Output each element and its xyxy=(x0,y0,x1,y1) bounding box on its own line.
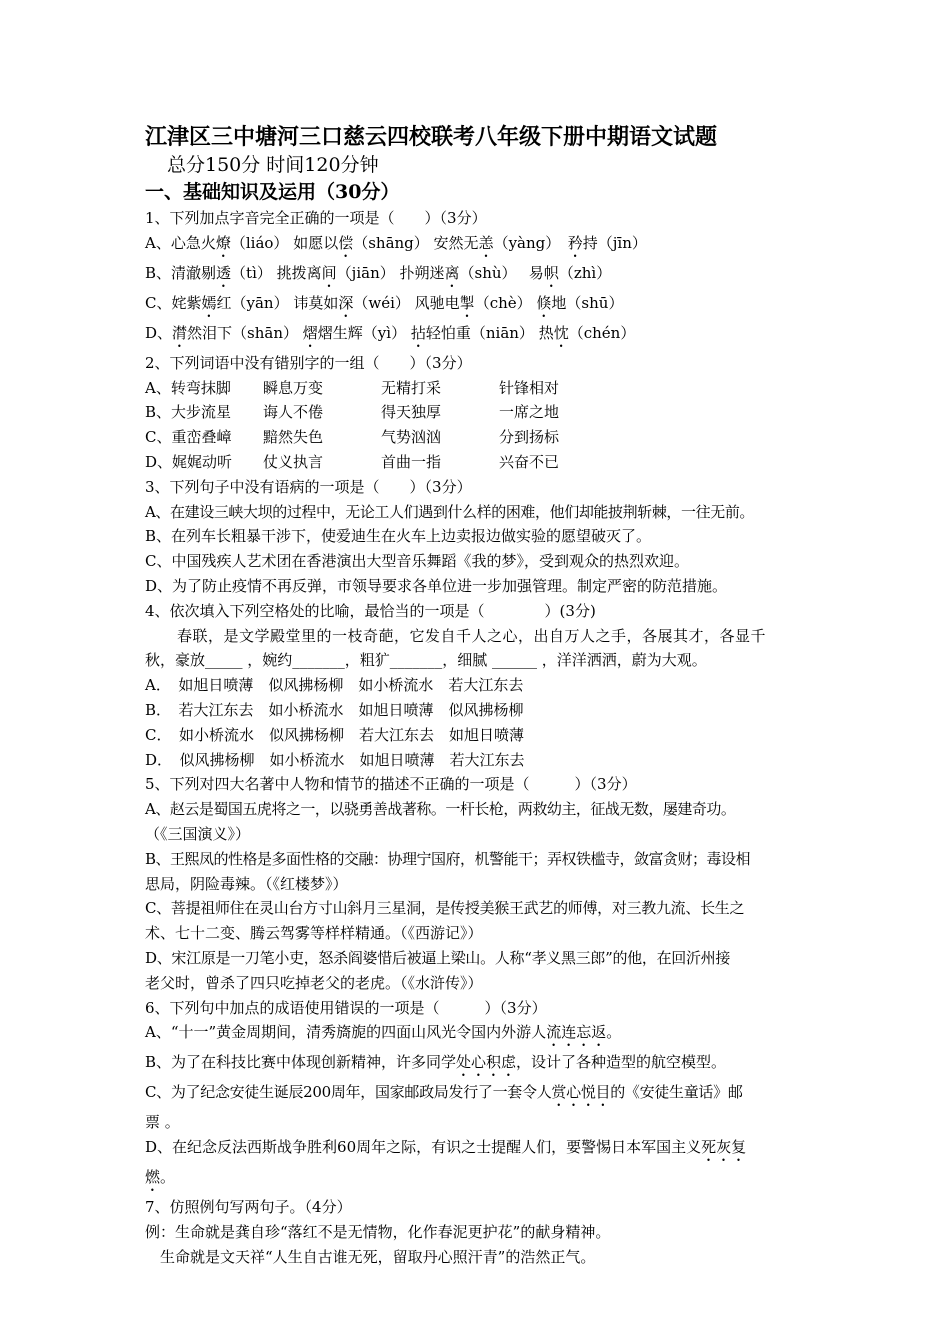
question-1-stem: 1、下列加点字音完全正确的一项是（ ）（3分） xyxy=(145,209,487,227)
question-3-stem: 3、下列句子中没有语病的一项是（ ）（3分） xyxy=(145,477,472,496)
dotted-idiom: 燃 xyxy=(145,1168,161,1187)
question-5-option-b-cont: 思局，阴险毒辣。（《红楼梦》） xyxy=(145,874,348,893)
question-6-option-b: B、为了在科技比赛中体现创新精神，许多同学处心积虑，设计了各种造型的航空模型。 xyxy=(145,1053,727,1072)
question-6-option-d: D、在纪念反法西斯战争胜利60周年之际，有识之士提醒人们，要警惕日本军国主义死灰复 xyxy=(145,1138,747,1157)
question-4-passage-cont: 秋，豪放_____ ，婉约_______，粗犷_______，细腻 ______ ，洋洋洒洒，蔚为大观。 xyxy=(145,651,707,670)
question-2-option-d: D、娓娓动听 仗义执言 首曲一指 兴奋不已 xyxy=(145,452,560,471)
dotted-char: 燎 xyxy=(215,233,231,252)
question-6-option-d-cont: 燃。 xyxy=(145,1168,176,1187)
question-6-option-a: A、“十一”黄金周期间，清秀旖旎的四面山风光令国内外游人流连忘返。 xyxy=(145,1023,622,1042)
question-5-option-d: D、宋江原是一刀笔小吏，怒杀阎婆惜后被逼上梁山。人称“孝义黑三郎”的他，在回沂州接 xyxy=(145,948,731,967)
question-5-option-a-cont: （《三国演义》） xyxy=(145,824,251,843)
dotted-char: 倏 xyxy=(536,293,552,312)
dotted-idiom: 处心积虑 xyxy=(456,1053,517,1072)
question-4-stem: 4、依次填入下列空格处的比喻，最恰当的一项是（ ）(3分) xyxy=(145,601,596,620)
dotted-char: 透 xyxy=(216,263,232,282)
question-6-stem: 6、下列句中加点的成语使用错误的一项是（ ）（3分） xyxy=(145,998,547,1017)
dotted-idiom: 赏心悦目 xyxy=(551,1083,611,1102)
question-3-option-a: A、在建设三峡大坝的过程中，无论工人们遇到什么样的困难，他们却能披荆斩棘，一往无前。 xyxy=(145,502,755,521)
dotted-char: 间 xyxy=(321,263,337,282)
dotted-char: 偿 xyxy=(338,233,354,252)
dotted-char: 恙 xyxy=(478,233,494,252)
question-1-option-c: C、姹紫嫣红（yān） 讳莫如深（wéi） 风驰电掣（chè） 倏地（shū） xyxy=(145,293,624,312)
question-1-option-b: B、清澈剔透（tì） 挑拨离间（jiān） 扑朔迷离（shù） 易帜（zhì） xyxy=(145,263,612,282)
dotted-char: 拈 xyxy=(410,323,426,342)
question-1-option-d: D、潸然泪下（shān） 熠熠生辉（yì） 拈轻怕重（niān） 热忱（chén） xyxy=(145,323,636,342)
question-7-example: 例：生命就是龚自珍“落红不是无情物，化作春泥更护花”的献身精神。 xyxy=(145,1222,611,1241)
question-3-option-b: B、在列车长粗暴干涉下，使爱迪生在火车上边卖报边做实验的愿望破灭了。 xyxy=(145,527,652,546)
dotted-idiom: 死灰复 xyxy=(701,1138,747,1157)
dotted-char: 嫣 xyxy=(201,293,217,312)
dotted-char: 离 xyxy=(444,263,460,282)
question-7-stem: 7、仿照例句写两句子。（4分） xyxy=(145,1198,352,1217)
question-2-option-a: A、转弯抹脚 瞬息万变 无精打采 针锋相对 xyxy=(145,378,560,397)
question-7-example-2: 生命就是文天祥“人生自古谁无死，留取丹心照汗青”的浩然正气。 xyxy=(145,1247,596,1266)
dotted-char: 熠 xyxy=(302,323,318,342)
question-5-option-c: C、菩提祖师住在灵山台方寸山斜月三星洞，是传授美猴王武艺的师傅，对三教九流、长生之 xyxy=(145,899,745,918)
dotted-char: 帜 xyxy=(543,263,559,282)
question-5-stem: 5、下列对四大名著中人物和情节的描述不正确的一项是（ ）（3分） xyxy=(145,775,637,794)
question-5-option-d-cont: 老父时，曾杀了四只吃掉老父的老虎。（《水浒传》） xyxy=(145,973,483,992)
question-2-option-c: C、重峦叠嶂 黯然失色 气势汹汹 分到扬标 xyxy=(145,428,560,447)
dotted-char: 掣 xyxy=(459,293,475,312)
question-4-option-d: D． 似风拂杨柳 如小桥流水 如旭日喷薄 若大江东去 xyxy=(145,750,525,769)
question-3-option-c: C、中国残疾人艺术团在香港演出大型音乐舞蹈《我的梦》，受到观众的热烈欢迎。 xyxy=(145,552,689,571)
exam-page xyxy=(145,122,835,1270)
question-6-option-c-cont: 票 。 xyxy=(145,1113,180,1132)
question-4-option-c: C． 如小桥流水 似风拂杨柳 若大江东去 如旭日喷薄 xyxy=(145,725,524,744)
dotted-char: 潸 xyxy=(172,323,188,342)
question-4-passage: 春联，是文学殿堂里的一枝奇葩，它发自千人之心，出自万人之手，各展其才，各显千 xyxy=(177,626,767,645)
question-6-option-c: C、为了纪念安徒生诞辰200周年，国家邮政局发行了一套令人赏心悦目的《安徒生童话》邮 xyxy=(145,1083,743,1102)
question-2-option-b: B、大步流星 诲人不倦 得天独厚 一席之地 xyxy=(145,403,560,422)
exam-title: 江津区三中塘河三口慈云四校联考八年级下册中期语文试题 xyxy=(145,124,718,150)
question-5-option-b: B、王熙凤的性格是多面性格的交融：协理宁国府，机警能干；弄权铁槛寺，敛富贪财；毒设相 xyxy=(145,849,751,868)
question-1-option-a: A、心急火燎（liáo） 如愿以偿（shāng） 安然无恙（yàng） 矜持（jīn） xyxy=(145,233,647,252)
question-5-option-a: A、赵云是蜀国五虎将之一，以骁勇善战著称。一杆长枪，两救幼主，征战无数，屡建奇功。 xyxy=(145,800,736,819)
question-3-option-d: D、为了防止疫情不再反弹，市领导要求各单位进一步加强管理。制定严密的防范措施。 xyxy=(145,576,728,595)
dotted-char: 忱 xyxy=(553,323,569,342)
section-heading: 一、基础知识及运用（30分） xyxy=(145,181,400,203)
question-2-stem: 2、下列词语中没有错别字的一组（ ）（3分） xyxy=(145,353,472,372)
question-4-option-a: A． 如旭日喷薄 似风拂杨柳 如小桥流水 若大江东去 xyxy=(145,676,524,695)
question-5-option-c-cont: 术、七十二变、腾云驾雾等样样精通。（《西游记》） xyxy=(145,924,483,943)
question-4-option-b: B． 若大江东去 如小桥流水 如旭日喷薄 似风拂杨柳 xyxy=(145,700,524,719)
dotted-char: 深 xyxy=(338,293,354,312)
dotted-char: 矜 xyxy=(567,233,583,252)
exam-subtitle: 总分150分 时间120分钟 xyxy=(167,154,379,176)
dotted-idiom: 流连忘返 xyxy=(546,1023,607,1042)
